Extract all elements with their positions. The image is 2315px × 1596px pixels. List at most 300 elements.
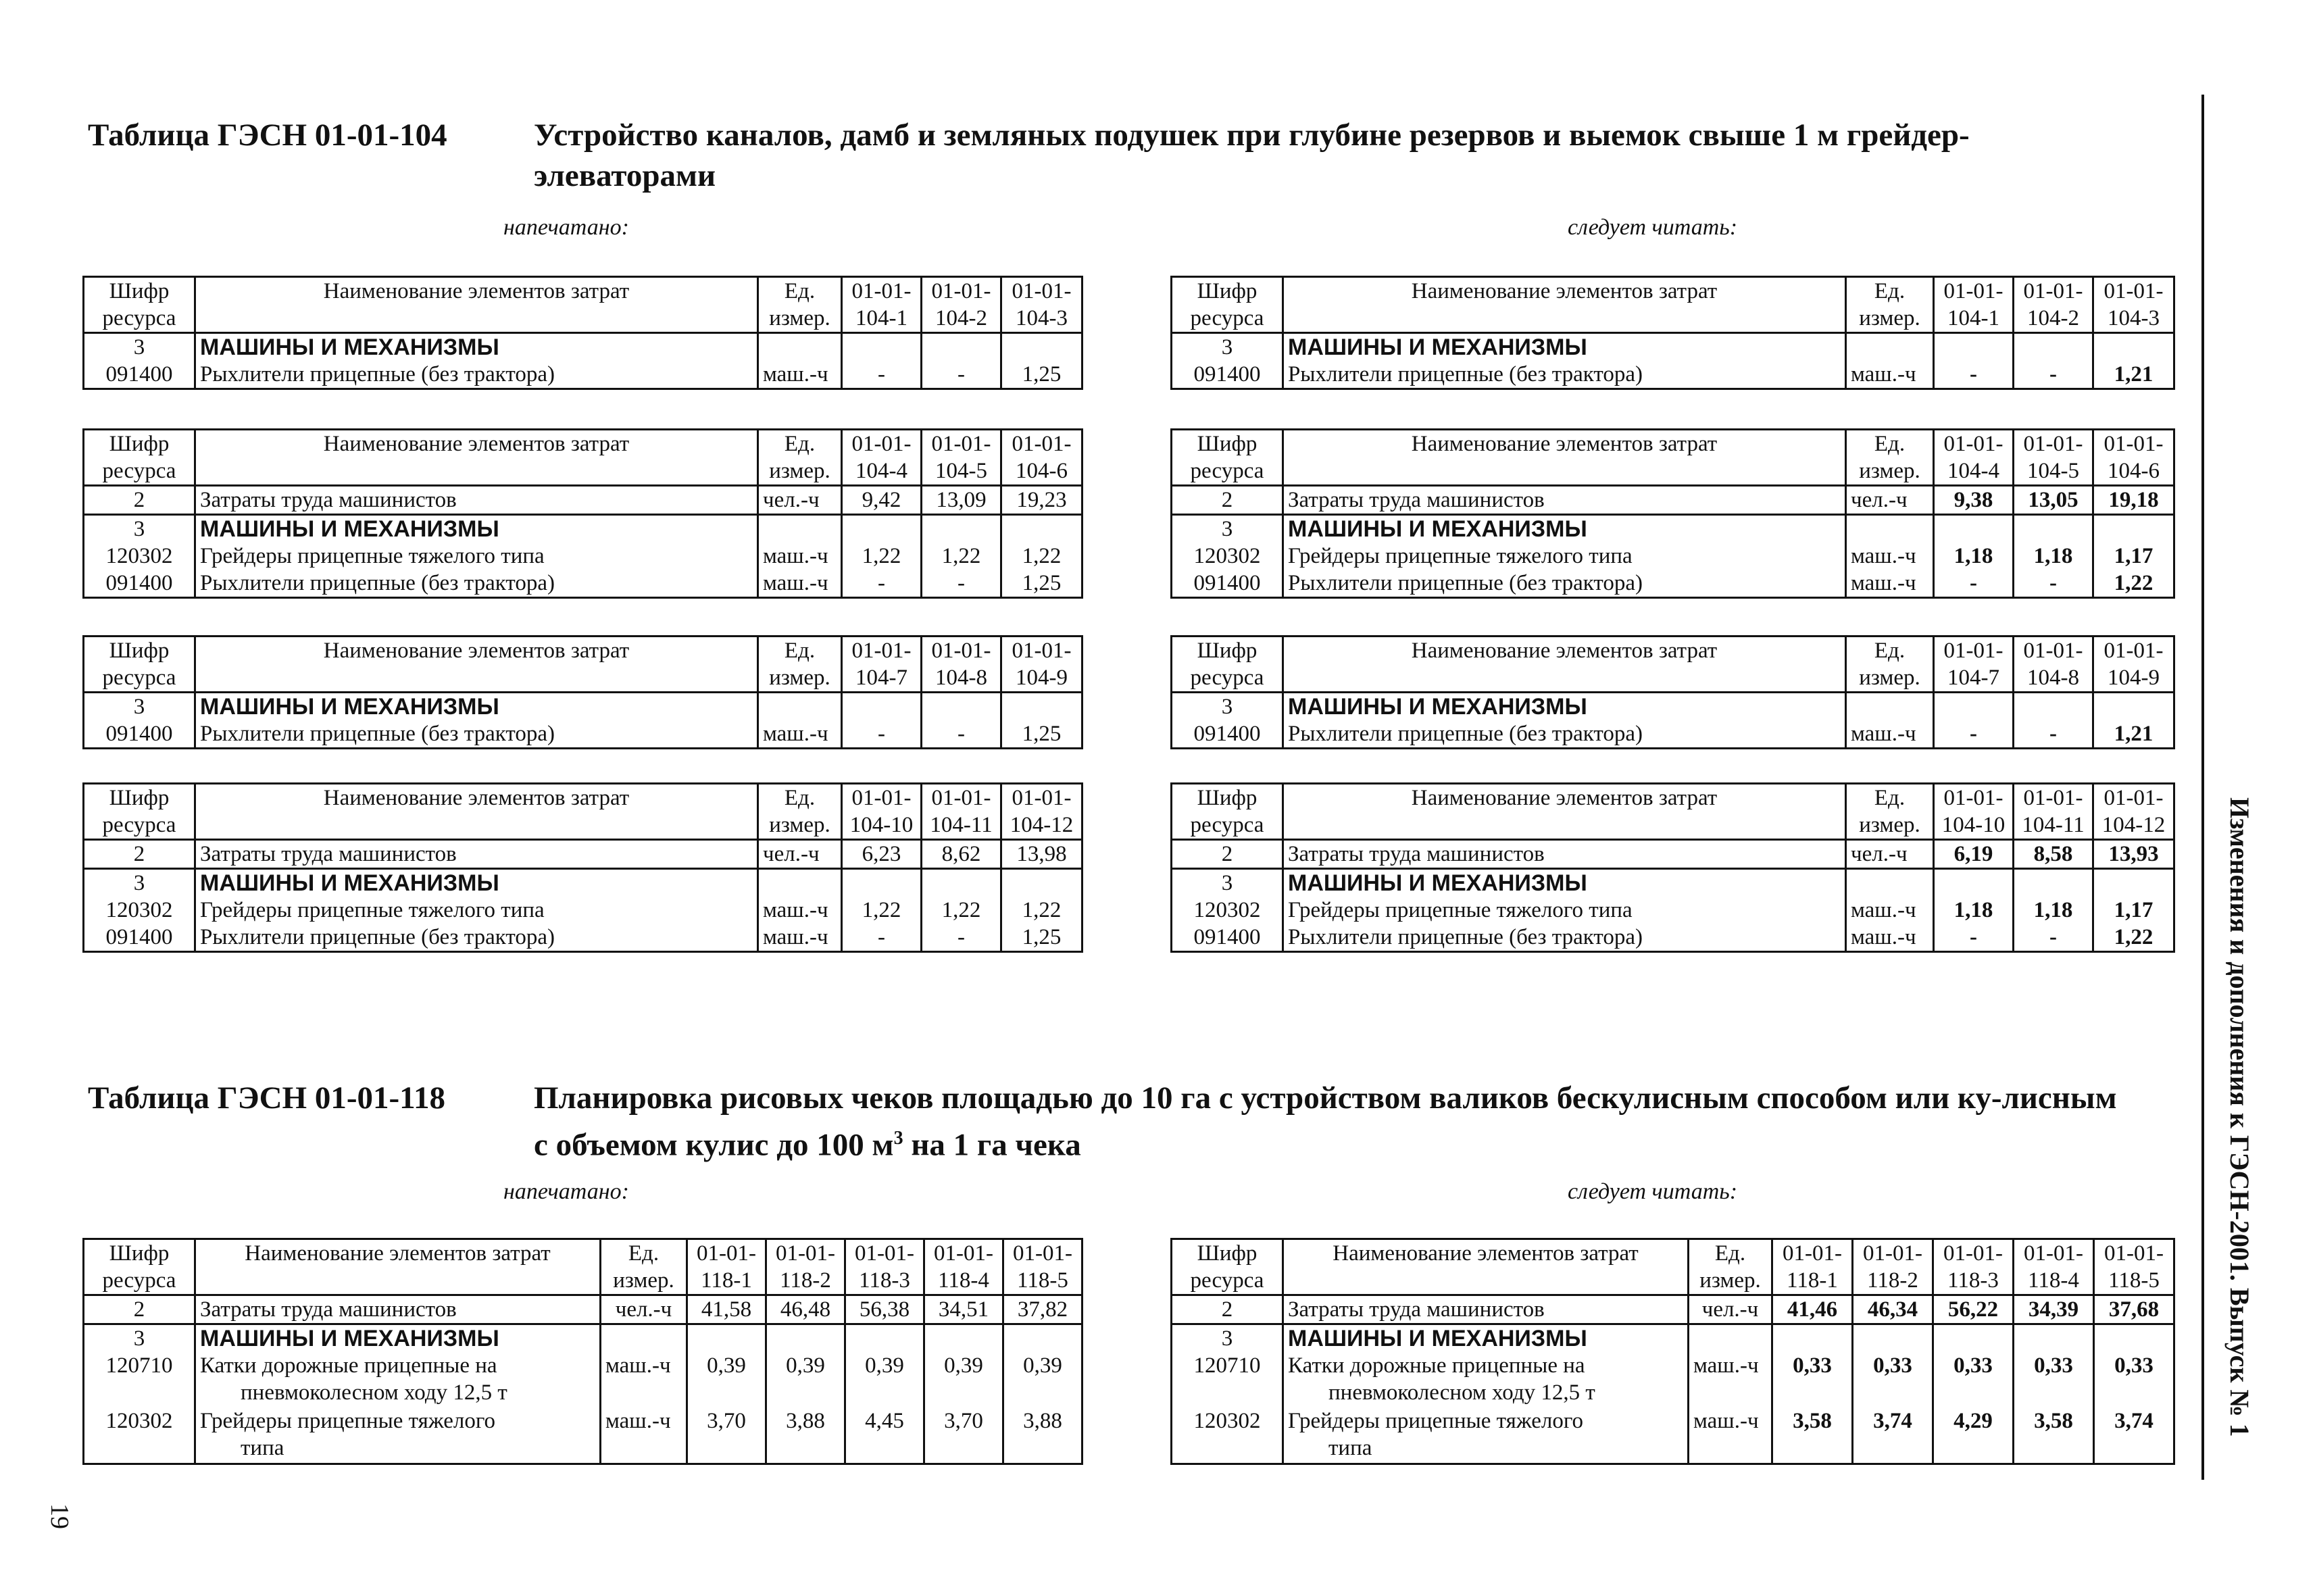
row-name: Рыхлители прицепные (без трактора) bbox=[195, 924, 758, 952]
col-code-num: 104-9 bbox=[1016, 666, 1068, 690]
col-code-head: 01-01- bbox=[851, 279, 912, 303]
value-cell: 3,74 bbox=[2094, 1407, 2174, 1464]
value-cell: 6,19 bbox=[1934, 840, 2014, 869]
col-code-num: 104-7 bbox=[1947, 666, 1999, 690]
value-cell: 13,05 bbox=[2014, 486, 2093, 515]
row-code: 091400 bbox=[1172, 570, 1283, 598]
value-cell: 8,58 bbox=[2014, 840, 2093, 869]
row-name bbox=[195, 1407, 601, 1464]
row-code: 120710 bbox=[84, 1352, 195, 1407]
col-code-num: 104-10 bbox=[1941, 813, 2006, 837]
row-unit: маш.-ч bbox=[1846, 897, 1934, 924]
name-header: Наименование элементов затрат bbox=[195, 1239, 601, 1295]
table-row bbox=[84, 543, 1082, 570]
value-cell: - bbox=[1934, 361, 2014, 389]
value-cell: 1,22 bbox=[922, 897, 1001, 924]
col-code-head: 01-01- bbox=[2023, 786, 2083, 810]
name-header: Наименование элементов затрат bbox=[195, 637, 758, 693]
table-header-row bbox=[1172, 637, 2174, 693]
value-cell: - bbox=[922, 924, 1001, 952]
row-code: 3 bbox=[84, 515, 195, 543]
row-unit: маш.-ч bbox=[1846, 924, 1934, 952]
value-cell: 1,17 bbox=[2093, 897, 2174, 924]
table-row bbox=[1172, 1352, 2174, 1407]
value-cell: 1,25 bbox=[1001, 720, 1082, 749]
row-name: Грейдеры прицепные тяжелого типа bbox=[1283, 543, 1846, 570]
name-header: Наименование элементов затрат bbox=[195, 277, 758, 333]
unit-header: Ед. bbox=[628, 1241, 659, 1266]
row-code: 3 bbox=[1172, 869, 1283, 897]
t104-block4-printed-table bbox=[82, 782, 1083, 953]
row-name: МАШИНЫ И МЕХАНИЗМЫ bbox=[1283, 869, 1846, 897]
value-cell: 1,22 bbox=[1001, 897, 1082, 924]
t104-block3-printed-table bbox=[82, 635, 1083, 749]
row-name-line1: Катки дорожные прицепные на bbox=[200, 1353, 497, 1378]
row-code: 120302 bbox=[1172, 897, 1283, 924]
col-code-num: 118-1 bbox=[1787, 1268, 1838, 1293]
name-header: Наименование элементов затрат bbox=[1283, 784, 1846, 840]
table-row bbox=[84, 869, 1082, 897]
row-code: 3 bbox=[1172, 515, 1283, 543]
value-cell: 13,09 bbox=[922, 486, 1001, 515]
col-code-num: 104-11 bbox=[2022, 813, 2085, 837]
row-name: Затраты труда машинистов bbox=[195, 1295, 601, 1324]
name-header: Наименование элементов затрат bbox=[1283, 1239, 1689, 1295]
table-row bbox=[1172, 333, 2174, 361]
col-code-head: 01-01- bbox=[2024, 1241, 2083, 1266]
row-unit: чел.-ч bbox=[758, 840, 842, 869]
row-unit: маш.-ч bbox=[1689, 1407, 1772, 1464]
col-code-head: 01-01- bbox=[1012, 786, 1072, 810]
row-code: 120710 bbox=[1172, 1352, 1283, 1407]
value-cell: 1,18 bbox=[1934, 543, 2014, 570]
col-code-head: 01-01- bbox=[931, 432, 991, 456]
table-row bbox=[84, 720, 1082, 749]
code-header-2: ресурса bbox=[1190, 666, 1264, 690]
col-code-num: 118-3 bbox=[859, 1268, 910, 1293]
table-row bbox=[1172, 720, 2174, 749]
value-cell: 6,23 bbox=[842, 840, 922, 869]
value-cell: 41,46 bbox=[1772, 1295, 1853, 1324]
col-code-num: 118-5 bbox=[2108, 1268, 2160, 1293]
col-code-num: 104-12 bbox=[2101, 813, 2166, 837]
col-code-num: 104-10 bbox=[849, 813, 914, 837]
col-code-num: 104-4 bbox=[855, 459, 907, 483]
value-cell: - bbox=[842, 924, 922, 952]
unit-header-2: измер. bbox=[1859, 813, 1920, 837]
table-row bbox=[84, 361, 1082, 389]
value-cell: - bbox=[842, 361, 922, 389]
unit-header: Ед. bbox=[784, 786, 816, 810]
side-caption-text: Изменения и дополнения к ГЭСН-2001. Выпуск № 1 bbox=[2224, 797, 2255, 1437]
row-name: Рыхлители прицепные (без трактора) bbox=[1283, 361, 1846, 389]
value-cell: 4,29 bbox=[1933, 1407, 2014, 1464]
title-text: Планировка рисовых чеков площадью до 10 га с устройством валиков бескулисным способом или ку-лисным с объемом кулис до 100 м bbox=[534, 1080, 2117, 1163]
value-cell: 34,39 bbox=[2014, 1295, 2094, 1324]
col-code-num: 104-9 bbox=[2108, 666, 2160, 690]
row-name bbox=[1283, 1352, 1689, 1407]
value-cell: 1,17 bbox=[2093, 543, 2174, 570]
row-unit: маш.-ч bbox=[1846, 543, 1934, 570]
row-name-line2: типа bbox=[241, 1436, 284, 1460]
table-row bbox=[1172, 1295, 2174, 1324]
row-name-line1: Катки дорожные прицепные на bbox=[1288, 1353, 1585, 1378]
unit-header: Ед. bbox=[1874, 279, 1906, 303]
row-code: 2 bbox=[1172, 486, 1283, 515]
col-code-head: 01-01- bbox=[776, 1241, 835, 1266]
table-header-row bbox=[1172, 1239, 2174, 1295]
row-code: 091400 bbox=[84, 570, 195, 598]
row-code: 120302 bbox=[84, 543, 195, 570]
row-code: 2 bbox=[84, 840, 195, 869]
unit-header-2: измер. bbox=[769, 666, 830, 690]
row-name: МАШИНЫ И МЕХАНИЗМЫ bbox=[1283, 693, 1846, 721]
row-name: Грейдеры прицепные тяжелого типа bbox=[195, 543, 758, 570]
value-cell: 37,82 bbox=[1003, 1295, 1082, 1324]
table-header-row bbox=[1172, 430, 2174, 486]
col-code-num: 104-3 bbox=[2108, 306, 2160, 330]
table-row bbox=[84, 840, 1082, 869]
row-code: 091400 bbox=[1172, 720, 1283, 749]
name-header: Наименование элементов затрат bbox=[195, 784, 758, 840]
col-code-head: 01-01- bbox=[697, 1241, 756, 1266]
col-code-num: 118-4 bbox=[2028, 1268, 2079, 1293]
value-cell: 0,39 bbox=[845, 1352, 924, 1407]
code-header-2: ресурса bbox=[102, 459, 176, 483]
value-cell: 1,22 bbox=[842, 897, 922, 924]
col-code-head: 01-01- bbox=[855, 1241, 914, 1266]
col-code-head: 01-01- bbox=[2104, 1241, 2164, 1266]
value-cell: 0,33 bbox=[1853, 1352, 1933, 1407]
row-code: 3 bbox=[84, 693, 195, 721]
col-code-head: 01-01- bbox=[2023, 639, 2083, 663]
col-code-head: 01-01- bbox=[1012, 432, 1072, 456]
code-header: Шифр bbox=[1197, 432, 1258, 456]
code-header-2: ресурса bbox=[1190, 813, 1264, 837]
row-code: 091400 bbox=[84, 924, 195, 952]
unit-header-2: измер. bbox=[1699, 1268, 1761, 1293]
row-unit: маш.-ч bbox=[758, 361, 842, 389]
value-cell: - bbox=[2014, 570, 2093, 598]
table-row bbox=[1172, 897, 2174, 924]
printed-label-104: напечатано: bbox=[503, 215, 629, 240]
table-row bbox=[1172, 924, 2174, 952]
row-name: МАШИНЫ И МЕХАНИЗМЫ bbox=[1283, 515, 1846, 543]
table-row bbox=[1172, 486, 2174, 515]
value-cell: - bbox=[1934, 720, 2014, 749]
table-row bbox=[84, 515, 1082, 543]
value-cell: 1,21 bbox=[2093, 361, 2174, 389]
name-header: Наименование элементов затрат bbox=[1283, 637, 1846, 693]
code-header-2: ресурса bbox=[102, 1268, 176, 1293]
col-code-num: 118-5 bbox=[1017, 1268, 1068, 1293]
row-unit: маш.-ч bbox=[1846, 720, 1934, 749]
value-cell: - bbox=[2014, 720, 2093, 749]
row-code: 3 bbox=[1172, 693, 1283, 721]
value-cell: - bbox=[842, 720, 922, 749]
t104-block3-corrected-table bbox=[1170, 635, 2175, 749]
col-code-num: 104-8 bbox=[2027, 666, 2079, 690]
table-row bbox=[84, 486, 1082, 515]
value-cell: 1,25 bbox=[1001, 924, 1082, 952]
row-unit: маш.-ч bbox=[1689, 1352, 1772, 1407]
row-name: Рыхлители прицепные (без трактора) bbox=[1283, 924, 1846, 952]
unit-header: Ед. bbox=[784, 432, 816, 456]
value-cell: 37,68 bbox=[2094, 1295, 2174, 1324]
row-code: 120302 bbox=[84, 897, 195, 924]
t104-block1-corrected-table bbox=[1170, 276, 2175, 390]
row-code: 091400 bbox=[84, 361, 195, 389]
value-cell: 56,38 bbox=[845, 1295, 924, 1324]
value-cell: 3,88 bbox=[1003, 1407, 1082, 1464]
value-cell: 3,74 bbox=[1853, 1407, 1933, 1464]
row-name: МАШИНЫ И МЕХАНИЗМЫ bbox=[1283, 1324, 1689, 1353]
table-row bbox=[84, 333, 1082, 361]
col-code-num: 118-2 bbox=[780, 1268, 831, 1293]
row-name: МАШИНЫ И МЕХАНИЗМЫ bbox=[195, 515, 758, 543]
row-code: 091400 bbox=[84, 720, 195, 749]
row-name-line2: пневмоколесном ходу 12,5 т bbox=[241, 1380, 507, 1405]
value-cell: 56,22 bbox=[1933, 1295, 2014, 1324]
row-code: 2 bbox=[1172, 840, 1283, 869]
value-cell: 34,51 bbox=[924, 1295, 1003, 1324]
row-name: Затраты труда машинистов bbox=[1283, 486, 1846, 515]
col-code-num: 104-12 bbox=[1010, 813, 1074, 837]
row-name: МАШИНЫ И МЕХАНИЗМЫ bbox=[195, 333, 758, 361]
col-code-num: 104-5 bbox=[935, 459, 987, 483]
value-cell: 0,39 bbox=[924, 1352, 1003, 1407]
table-title-118 bbox=[534, 1078, 2129, 1166]
row-code: 2 bbox=[84, 1295, 195, 1324]
side-caption bbox=[2223, 797, 2264, 1473]
col-code-num: 104-5 bbox=[2027, 459, 2079, 483]
table-header-row bbox=[84, 784, 1082, 840]
table-header-row bbox=[1172, 277, 2174, 333]
table-row bbox=[84, 570, 1082, 598]
col-code-head: 01-01- bbox=[1013, 1241, 1072, 1266]
code-header: Шифр bbox=[109, 786, 170, 810]
row-name bbox=[195, 1352, 601, 1407]
code-header-2: ресурса bbox=[102, 666, 176, 690]
should-read-label-118: следует читать: bbox=[1568, 1179, 1738, 1204]
col-code-head: 01-01- bbox=[1943, 432, 2003, 456]
row-name-line2: пневмоколесном ходу 12,5 т bbox=[1328, 1380, 1595, 1405]
t118-printed-table bbox=[82, 1238, 1083, 1465]
row-name-line2: типа bbox=[1328, 1436, 1372, 1460]
col-code-head: 01-01- bbox=[1863, 1241, 1922, 1266]
value-cell: 0,33 bbox=[2014, 1352, 2094, 1407]
row-name-line1: Грейдеры прицепные тяжелого bbox=[1288, 1409, 1584, 1433]
row-name: Рыхлители прицепные (без трактора) bbox=[195, 720, 758, 749]
value-cell: 3,70 bbox=[687, 1407, 766, 1464]
row-code: 3 bbox=[84, 333, 195, 361]
value-cell: 0,33 bbox=[2094, 1352, 2174, 1407]
value-cell: 9,38 bbox=[1934, 486, 2014, 515]
value-cell: 46,34 bbox=[1853, 1295, 1933, 1324]
row-code: 3 bbox=[84, 869, 195, 897]
col-code-head: 01-01- bbox=[1943, 639, 2003, 663]
unit-header-2: измер. bbox=[1859, 666, 1920, 690]
code-header: Шифр bbox=[109, 279, 170, 303]
name-header: Наименование элементов затрат bbox=[1283, 430, 1846, 486]
table-header-row bbox=[1172, 784, 2174, 840]
table-header-row bbox=[84, 430, 1082, 486]
col-code-num: 118-4 bbox=[938, 1268, 989, 1293]
value-cell: 13,98 bbox=[1001, 840, 1082, 869]
value-cell: 1,22 bbox=[2093, 924, 2174, 952]
table-row bbox=[1172, 869, 2174, 897]
code-header: Шифр bbox=[1197, 786, 1258, 810]
row-unit: чел.-ч bbox=[1846, 486, 1934, 515]
unit-header: Ед. bbox=[1714, 1241, 1746, 1266]
t104-block2-corrected-table bbox=[1170, 428, 2175, 599]
col-code-head: 01-01- bbox=[2104, 279, 2164, 303]
code-header-2: ресурса bbox=[102, 306, 176, 330]
value-cell: 0,39 bbox=[1003, 1352, 1082, 1407]
table-row bbox=[84, 897, 1082, 924]
value-cell: - bbox=[922, 720, 1001, 749]
row-unit: маш.-ч bbox=[601, 1407, 687, 1464]
t104-block2-printed-table bbox=[82, 428, 1083, 599]
page-number: 19 bbox=[45, 1503, 74, 1529]
row-name: МАШИНЫ И МЕХАНИЗМЫ bbox=[195, 1324, 601, 1353]
row-name: МАШИНЫ И МЕХАНИЗМЫ bbox=[195, 869, 758, 897]
col-code-head: 01-01- bbox=[931, 786, 991, 810]
value-cell: 3,70 bbox=[924, 1407, 1003, 1464]
col-code-num: 104-1 bbox=[855, 306, 907, 330]
value-cell: - bbox=[1934, 570, 2014, 598]
row-name: МАШИНЫ И МЕХАНИЗМЫ bbox=[1283, 333, 1846, 361]
title-text-end: на 1 га чека bbox=[903, 1127, 1081, 1163]
value-cell: 46,48 bbox=[766, 1295, 845, 1324]
table-row bbox=[84, 1407, 1082, 1464]
row-unit: чел.-ч bbox=[758, 486, 842, 515]
value-cell: 1,21 bbox=[2093, 720, 2174, 749]
row-unit: маш.-ч bbox=[758, 720, 842, 749]
row-name: Рыхлители прицепные (без трактора) bbox=[195, 361, 758, 389]
table-header-row bbox=[84, 1239, 1082, 1295]
code-header-2: ресурса bbox=[102, 813, 176, 837]
row-unit: чел.-ч bbox=[1846, 840, 1934, 869]
row-code: 120302 bbox=[1172, 1407, 1283, 1464]
row-name-line1: Грейдеры прицепные тяжелого bbox=[200, 1409, 496, 1433]
value-cell: 1,22 bbox=[2093, 570, 2174, 598]
unit-header-2: измер. bbox=[1859, 306, 1920, 330]
value-cell: 1,22 bbox=[1001, 543, 1082, 570]
row-unit: маш.-ч bbox=[758, 924, 842, 952]
value-cell: 1,25 bbox=[1001, 570, 1082, 598]
col-code-num: 104-4 bbox=[1947, 459, 1999, 483]
value-cell: 13,93 bbox=[2093, 840, 2174, 869]
unit-header: Ед. bbox=[784, 639, 816, 663]
unit-header-2: измер. bbox=[1859, 459, 1920, 483]
col-code-head: 01-01- bbox=[2104, 786, 2164, 810]
unit-header-2: измер. bbox=[769, 459, 830, 483]
value-cell: 19,18 bbox=[2093, 486, 2174, 515]
table-id-104: Таблица ГЭСН 01-01-104 bbox=[88, 118, 447, 153]
value-cell: - bbox=[922, 361, 1001, 389]
should-read-label-104: следует читать: bbox=[1568, 215, 1738, 240]
col-code-head: 01-01- bbox=[851, 432, 912, 456]
value-cell: - bbox=[2014, 924, 2093, 952]
row-code: 2 bbox=[84, 486, 195, 515]
code-header: Шифр bbox=[109, 432, 170, 456]
table-row bbox=[1172, 693, 2174, 721]
row-name: Грейдеры прицепные тяжелого типа bbox=[1283, 897, 1846, 924]
unit-header-2: измер. bbox=[769, 306, 830, 330]
table-row bbox=[1172, 1324, 2174, 1353]
col-code-num: 104-6 bbox=[1016, 459, 1068, 483]
row-unit: маш.-ч bbox=[758, 570, 842, 598]
col-code-head: 01-01- bbox=[1943, 279, 2003, 303]
table-header-row bbox=[84, 637, 1082, 693]
table-header-row bbox=[84, 277, 1082, 333]
col-code-num: 104-3 bbox=[1016, 306, 1068, 330]
value-cell: 3,58 bbox=[2014, 1407, 2094, 1464]
row-name: Рыхлители прицепные (без трактора) bbox=[1283, 570, 1846, 598]
table-row bbox=[84, 924, 1082, 952]
value-cell: 0,33 bbox=[1772, 1352, 1853, 1407]
row-name: Затраты труда машинистов bbox=[1283, 840, 1846, 869]
value-cell: 0,39 bbox=[687, 1352, 766, 1407]
row-name: Рыхлители прицепные (без трактора) bbox=[195, 570, 758, 598]
value-cell: 19,23 bbox=[1001, 486, 1082, 515]
value-cell: 41,58 bbox=[687, 1295, 766, 1324]
table-row bbox=[1172, 840, 2174, 869]
col-code-head: 01-01- bbox=[2023, 279, 2083, 303]
row-unit: чел.-ч bbox=[601, 1295, 687, 1324]
col-code-head: 01-01- bbox=[2104, 432, 2164, 456]
col-code-head: 01-01- bbox=[851, 639, 912, 663]
row-unit: маш.-ч bbox=[758, 897, 842, 924]
code-header: Шифр bbox=[109, 1241, 170, 1266]
row-code: 120302 bbox=[1172, 543, 1283, 570]
unit-header: Ед. bbox=[1874, 786, 1906, 810]
col-code-head: 01-01- bbox=[1783, 1241, 1842, 1266]
col-code-num: 118-3 bbox=[1947, 1268, 1999, 1293]
unit-header: Ед. bbox=[784, 279, 816, 303]
unit-header-2: измер. bbox=[769, 813, 830, 837]
title-superscript: 3 bbox=[893, 1128, 903, 1149]
value-cell: 1,25 bbox=[1001, 361, 1082, 389]
row-name: МАШИНЫ И МЕХАНИЗМЫ bbox=[195, 693, 758, 721]
value-cell: 1,18 bbox=[2014, 543, 2093, 570]
value-cell: 0,33 bbox=[1933, 1352, 2014, 1407]
table-id-118: Таблица ГЭСН 01-01-118 bbox=[88, 1080, 446, 1116]
row-name bbox=[1283, 1407, 1689, 1464]
table-row bbox=[1172, 1407, 2174, 1464]
value-cell: - bbox=[2014, 361, 2093, 389]
col-code-head: 01-01- bbox=[931, 279, 991, 303]
col-code-num: 104-2 bbox=[2027, 306, 2079, 330]
col-code-num: 104-1 bbox=[1947, 306, 1999, 330]
row-unit: маш.-ч bbox=[601, 1352, 687, 1407]
code-header: Шифр bbox=[109, 639, 170, 663]
table-row bbox=[84, 1352, 1082, 1407]
code-header-2: ресурса bbox=[1190, 459, 1264, 483]
col-code-head: 01-01- bbox=[1012, 279, 1072, 303]
value-cell: 1,18 bbox=[1934, 897, 2014, 924]
col-code-head: 01-01- bbox=[931, 639, 991, 663]
table-row bbox=[1172, 570, 2174, 598]
row-name: Затраты труда машинистов bbox=[195, 840, 758, 869]
code-header-2: ресурса bbox=[1190, 306, 1264, 330]
code-header-2: ресурса bbox=[1190, 1268, 1264, 1293]
value-cell: - bbox=[922, 570, 1001, 598]
code-header: Шифр bbox=[1197, 279, 1258, 303]
table-row bbox=[1172, 515, 2174, 543]
code-header: Шифр bbox=[1197, 639, 1258, 663]
